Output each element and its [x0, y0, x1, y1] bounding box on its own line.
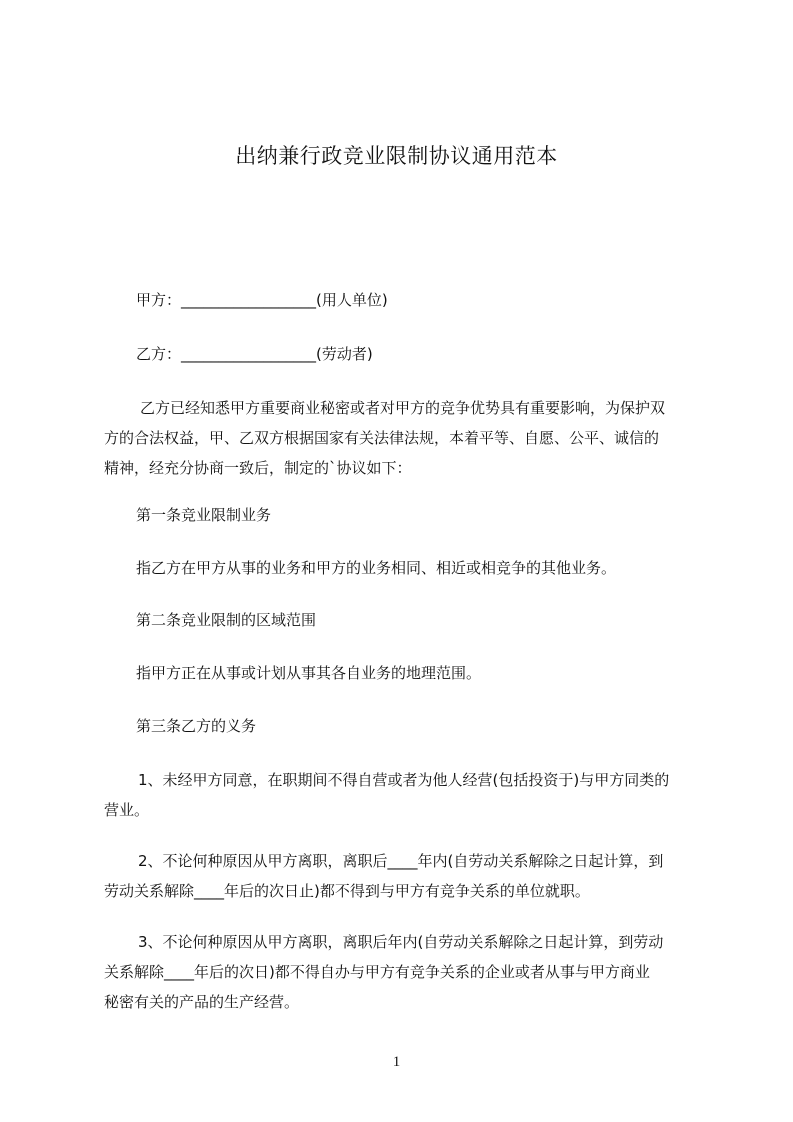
- party-b-line: 乙方：__________________(劳动者): [136, 345, 373, 363]
- article-1-text: 指乙方在甲方从事的业务和甲方的业务相同、相近或相竞争的其他业务。: [136, 559, 617, 577]
- preamble-line-2: 方的合法权益，甲、乙双方根据国家有关法律法规，本着平等、自愿、公平、诚信的: [104, 429, 660, 447]
- item-1-line-1: 1、未经甲方同意，在职期间不得自营或者为他人经营(包括投资于)与甲方同类的: [138, 771, 670, 789]
- preamble-line-3: 精神，经充分协商一致后，制定的`协议如下：: [104, 459, 412, 477]
- item-1-line-2: 营业。: [104, 801, 150, 819]
- article-1-heading: 第一条竞业限制业务: [136, 506, 272, 524]
- page-number: 1: [392, 1054, 401, 1070]
- preamble-line-1: 乙方已经知悉甲方重要商业秘密或者对甲方的竞争优势具有重要影响，为保护双: [140, 399, 666, 417]
- item-2-line-2: 劳动关系解除____年后的次日止)都不得到与甲方有竞争关系的单位就职。: [104, 882, 590, 900]
- article-2-heading: 第二条竞业限制的区域范围: [136, 611, 317, 629]
- item-3-line-2: 关系解除____年后的次日)都不得自办与甲方有竞争关系的企业或者从事与甲方商业: [104, 963, 650, 981]
- item-3-line-3: 秘密有关的产品的生产经营。: [104, 993, 300, 1011]
- item-2-line-1: 2、不论何种原因从甲方离职，离职后____年内(自劳动关系解除之日起计算，到: [138, 852, 664, 870]
- document-title: 出纳兼行政竞业限制协议通用范本: [235, 144, 558, 168]
- article-3-heading: 第三条乙方的义务: [136, 717, 257, 735]
- article-2-text: 指甲方正在从事或计划从事其各自业务的地理范围。: [136, 664, 482, 682]
- item-3-line-1: 3、不论何种原因从甲方离职，离职后年内(自劳动关系解除之日起计算，到劳动: [138, 933, 664, 951]
- party-a-line: 甲方：__________________(用人单位): [136, 291, 388, 309]
